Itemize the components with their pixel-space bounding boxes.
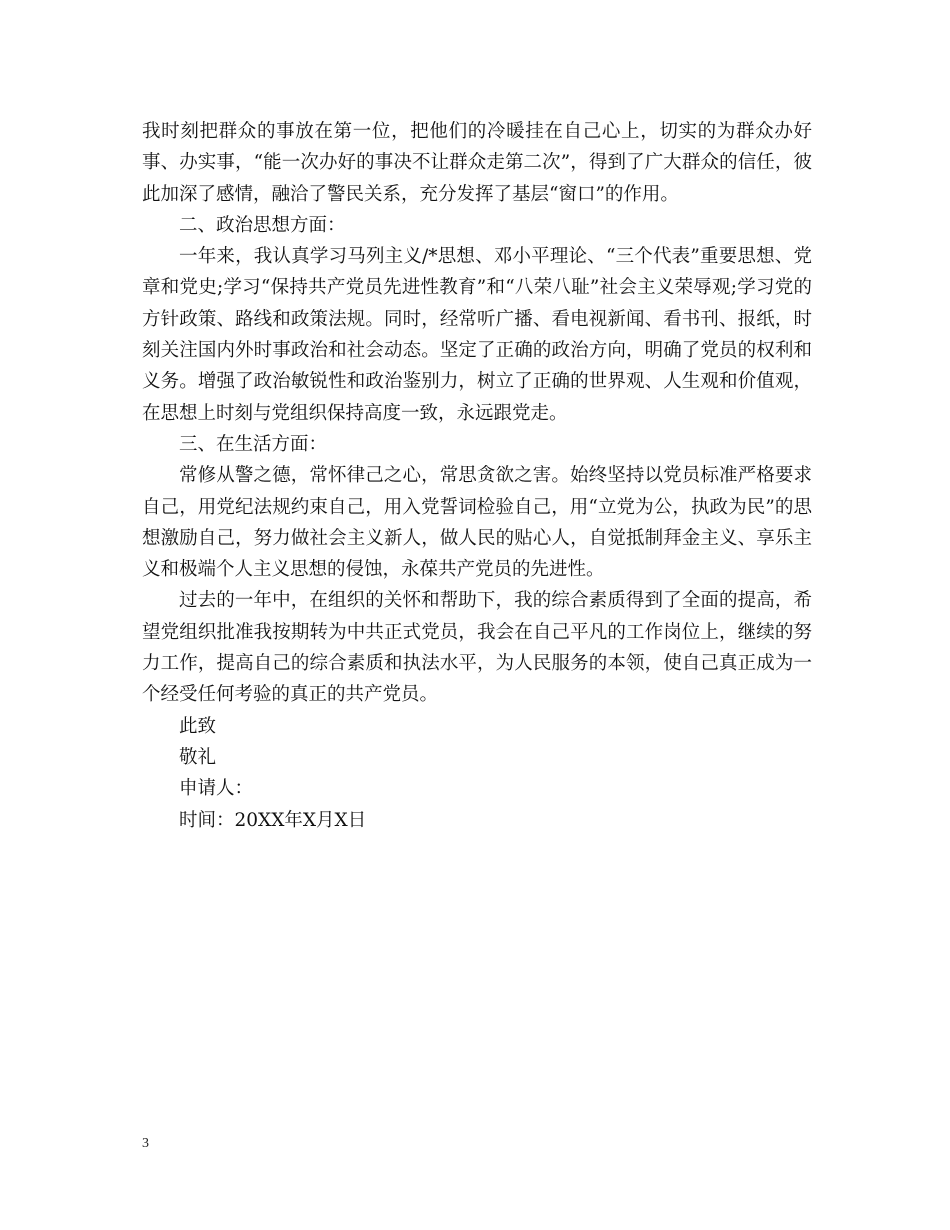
date-line: 时间：20XX年X月X日 (179, 809, 367, 831)
closing-salutation-2: 敬礼 (179, 746, 217, 768)
paragraph-life: 常修从警之德，常怀律己之心，常思贪欲之害。始终坚持以党员标准严格要求自己，用党纪法规约束自己，用入党誓词检验自己，用“立党为公，执政为民”的思想激励自己，努力做社会主义新人，做人民的贴心人，自觉抵制拜金主义、享乐主义和极端个人主义思想的侵蚀，永葆共产党员的先进性。 (142, 465, 812, 581)
page-number: 3 (142, 1136, 149, 1151)
paragraph-political-thought: 一年来，我认真学习马列主义/*思想、邓小平理论、“三个代表”重要思想、党章和党史;学习“保持共产党员先进性教育”和“八荣八耻”社会主义荣辱观;学习党的方针政策、路线和政策法规。同时，经常听广播、看电视新闻、看书刊、报纸，时刻关注国内外时事政治和社会动态。坚定了正确的政治方向，明确了党员的权利和义务。增强了政治敏锐性和政治鉴别力，树立了正确的世界观、人生观和价值观，在思想上时刻与党组织保持高度一致，永远跟党走。 (142, 246, 812, 424)
section-heading-life: 三、在生活方面： (179, 433, 328, 455)
section-heading-political-thought: 二、政治思想方面： (179, 214, 346, 236)
paragraph-continuation: 我时刻把群众的事放在第一位，把他们的冷暖挂在自己心上，切实的为群众办好事、办实事，“能一次办好的事决不让群众走第二次”，得到了广大群众的信任，彼此加深了感情，融洽了警民关系，充分发挥了基层“窗口”的作用。 (142, 121, 812, 205)
closing-salutation-1: 此致 (179, 715, 217, 737)
paragraph-conclusion: 过去的一年中，在组织的关怀和帮助下，我的综合素质得到了全面的提高，希望党组织批准我按期转为中共正式党员，我会在自己平凡的工作岗位上，继续的努力工作，提高自己的综合素质和执法水平，为人民服务的本领，使自己真正成为一个经受任何考验的真正的共产党员。 (142, 590, 812, 706)
applicant-label: 申请人： (179, 778, 254, 800)
document-body (142, 116, 812, 836)
